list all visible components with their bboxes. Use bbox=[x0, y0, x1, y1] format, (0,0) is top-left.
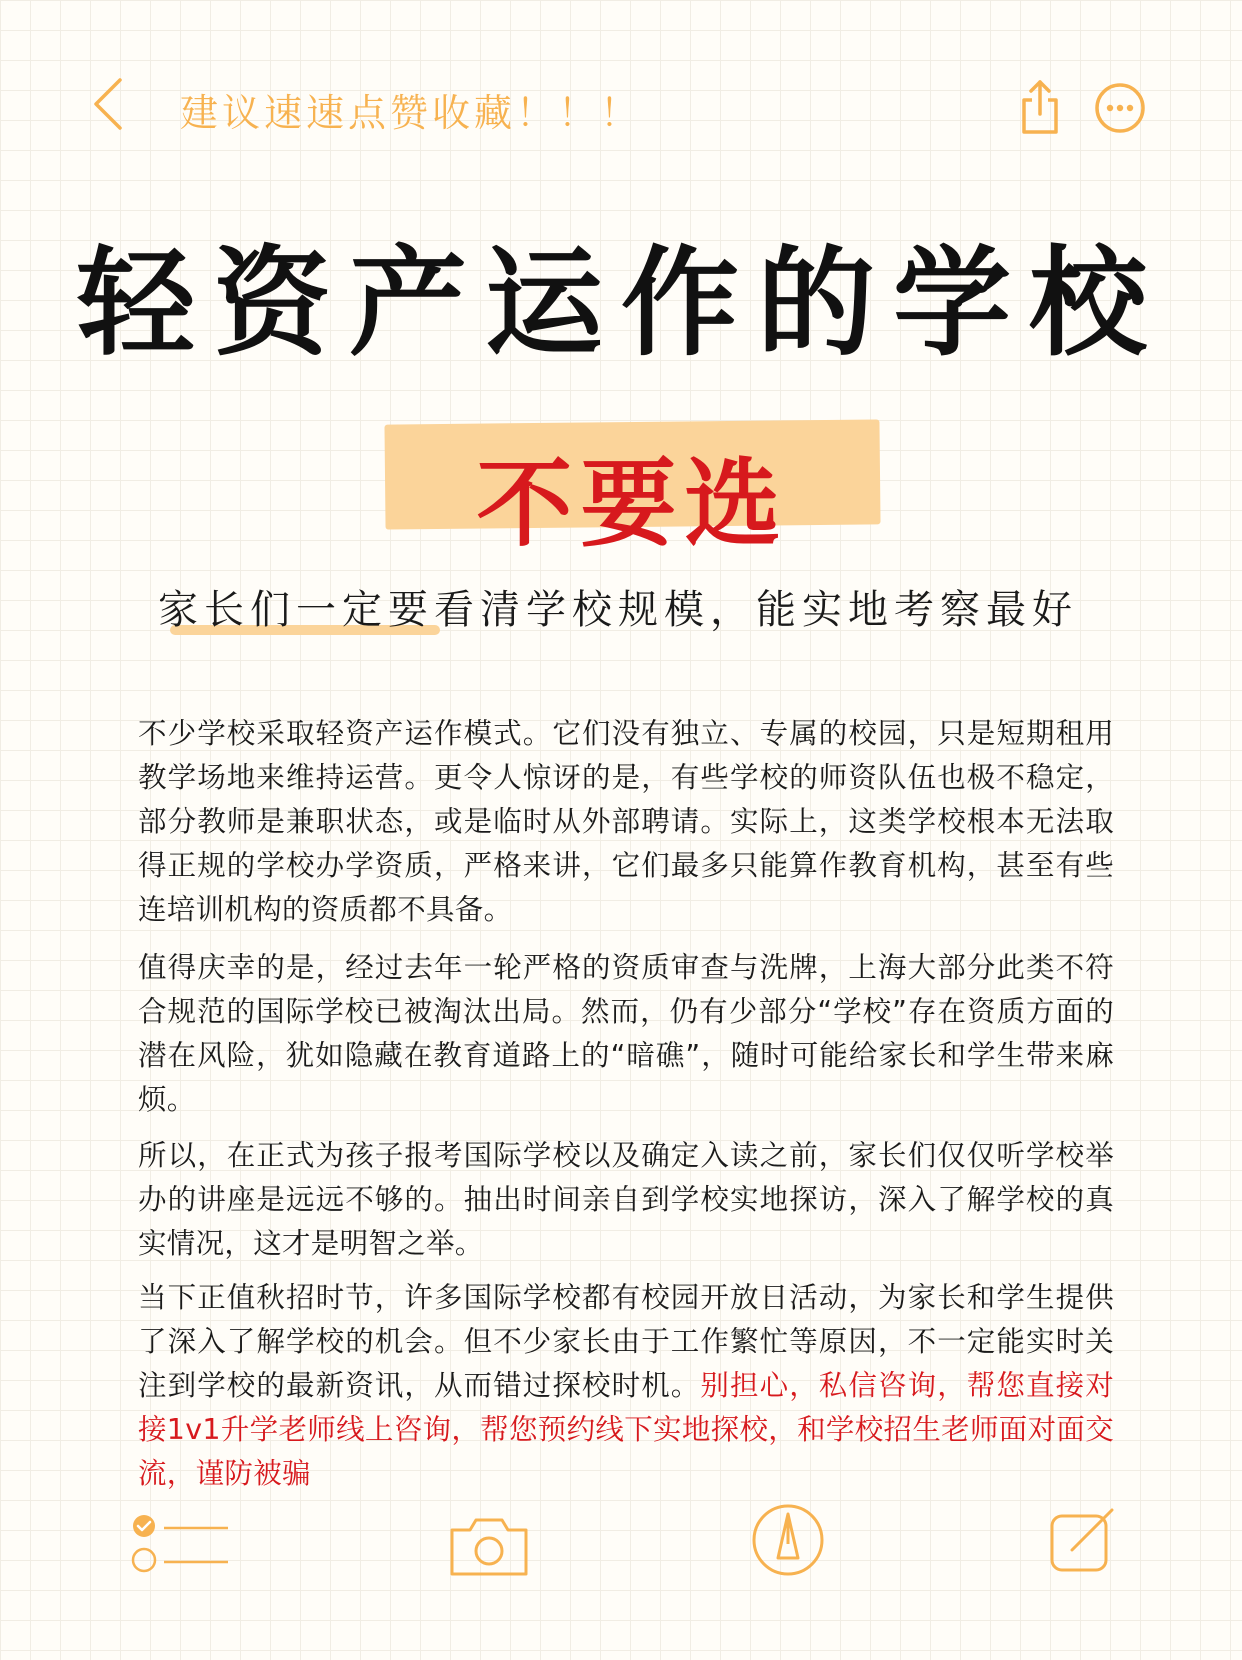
page-title: 轻资产运作的学校 bbox=[76, 234, 1165, 372]
checklist-icon[interactable] bbox=[130, 1512, 230, 1576]
warning-text: 不要选 bbox=[476, 448, 789, 560]
paragraph-4 bbox=[138, 1276, 1114, 1496]
paragraph-2: 值得庆幸的是，经过去年一轮严格的资质审查与洗牌，上海大部分此类不符合规范的国际学校已被淘汰出局。然而，仍有少部分“学校”存在资质方面的潜在风险，犹如隐藏在教育道路上的“暗礁”，随时可能给家长和学生带来麻烦。 bbox=[138, 951, 1114, 1116]
share-icon[interactable] bbox=[1018, 76, 1062, 136]
pen-icon[interactable] bbox=[750, 1502, 826, 1578]
compose-icon[interactable] bbox=[1048, 1506, 1116, 1574]
back-arrow-icon[interactable] bbox=[88, 76, 128, 132]
more-icon[interactable] bbox=[1094, 82, 1146, 134]
header-title: 建议速速点赞收藏！！！ bbox=[180, 91, 643, 135]
paragraph-4-text: 当下正值秋招时节，许多国际学校都有校园开放日活动，为家长和学生提供了深入了解学校的机会。但不少家长由于工作繁忙等原因，不一定能实时关注到学校的最新资讯，从而错过探校时机。 bbox=[138, 1281, 1114, 1402]
subtitle: 家长们一定要看清学校规模，能实地考察最好 bbox=[158, 587, 1078, 633]
paragraph-1: 不少学校采取轻资产运作模式。它们没有独立、专属的校园，只是短期租用教学场地来维持运营。更令人惊讶的是，有些学校的师资队伍也极不稳定，部分教师是兼职状态，或是临时从外部聘请。实际上，这类学校根本无法取得正规的学校办学资质，严格来讲，它们最多只能算作教育机构，甚至有些连培训机构的资质都不具备。 bbox=[138, 717, 1114, 926]
camera-icon[interactable] bbox=[448, 1514, 530, 1578]
paragraph-3: 所以，在正式为孩子报考国际学校以及确定入读之前，家长们仅仅听学校举办的讲座是远远不够的。抽出时间亲自到学校实地探访，深入了解学校的真实情况，这才是明智之举。 bbox=[138, 1139, 1114, 1260]
paragraph-4-highlight: 别担心，私信咨询，帮您直接对接1v1升学老师线上咨询，帮您预约线下实地探校，和学校招生老师面对面交流，谨防被骗 bbox=[138, 1369, 1115, 1490]
